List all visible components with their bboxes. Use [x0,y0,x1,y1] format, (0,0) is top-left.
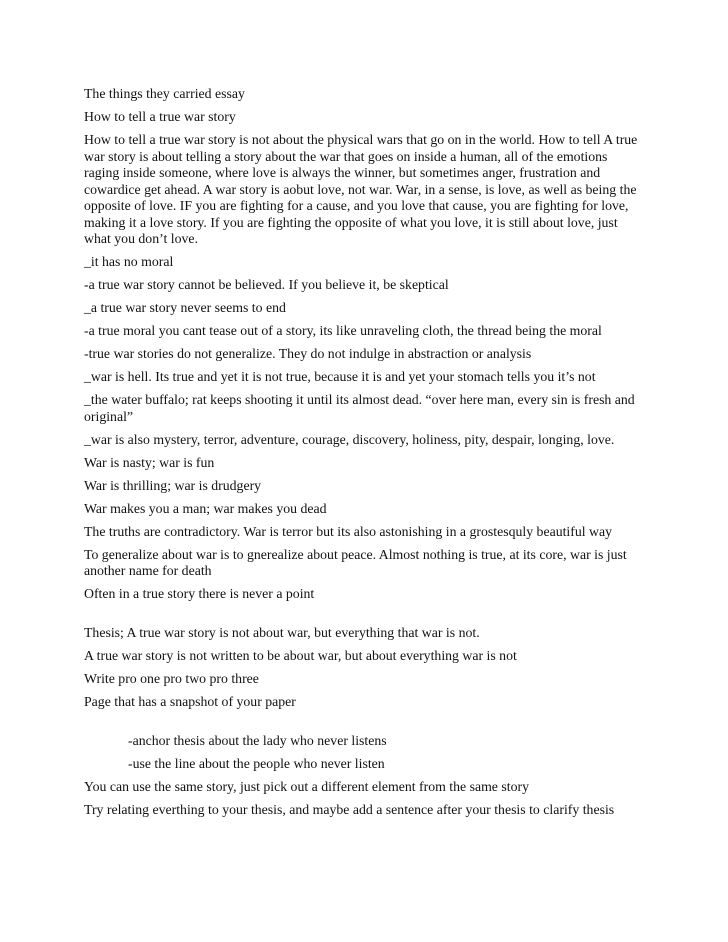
document-title: The things they carried essay [84,86,245,101]
intro-paragraph: How to tell a true war story is not about the physical wars that go on in the world. How to tell A true war story is about telling a story about the war that goes on inside a human, all of the emotions raging inside someone, where love is always the winner, but sometimes anger, frustration and cowardice get ahead. A war story is aobut love, not war. War, in a sense, is love, as well as being the opposite of love. IF you are fighting for a cause, and you love that cause, you are fighting for love, making it a love story. If you are fighting the opposite of what you love, it is still about love, just what you don’t love. [84,132,638,246]
note-line: _war is also mystery, terror, adventure, courage, discovery, holiness, pity, despair, longing, love. [84,431,615,447]
note-line: Often in a true story there is never a point [84,586,315,601]
note-line: War is nasty; war is fun [84,454,215,470]
note-line: _the water buffalo; rat keeps shooting it until its almost dead. “over here man, every sin is fresh and original” [84,392,635,424]
note-line: _a true war story never seems to end [84,300,286,315]
document-body [84,86,644,825]
indented-note-line: -use the line about the people who never listen [128,756,385,771]
indented-note-line: -anchor thesis about the lady who never listens [128,733,387,748]
thesis-line: Thesis; A true war story is not about war, but everything that war is not. [84,625,480,640]
note-line: You can use the same story, just pick out a different element from the same story [84,779,529,794]
note-line: -a true moral you cant tease out of a story, its like unraveling cloth, the thread being the moral [84,323,602,338]
note-line: The truths are contradictory. War is terror but its also astonishing in a grostesquly beautiful way [84,523,613,539]
note-line: Page that has a snapshot of your paper [84,694,296,709]
note-line: War is thrilling; war is drudgery [84,477,262,493]
note-line: _war is hell. Its true and yet it is not true, because it is and yet your stomach tells you it’s not [84,369,596,384]
blank-line [84,717,644,733]
note-line: War makes you a man; war makes you dead [84,500,327,516]
note-line: To generalize about war is to gnerealize about peace. Almost nothing is true, at its core, war is just another name for death [84,546,627,578]
note-line: Write pro one pro two pro three [84,671,259,686]
document-subtitle: How to tell a true war story [84,109,236,124]
note-line: Try relating everthing to your thesis, and maybe add a sentence after your thesis to clarify thesis [84,802,615,817]
note-line: _it has no moral [84,254,174,269]
blank-line [84,609,644,625]
note-line: A true war story is not written to be about war, but about everything war is not [84,648,517,663]
note-line: -a true war story cannot be believed. If you believe it, be skeptical [84,277,449,292]
note-line: -true war stories do not generalize. They do not indulge in abstraction or analysis [84,346,532,361]
